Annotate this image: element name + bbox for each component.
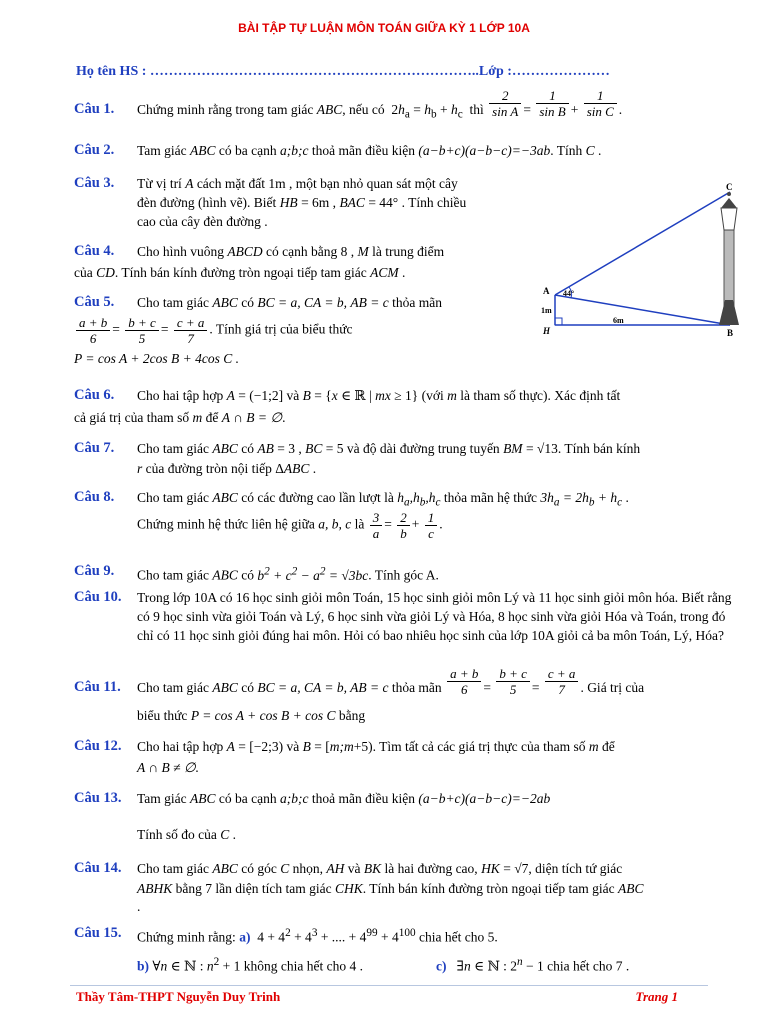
question-text: là hai đường cao, bbox=[384, 861, 478, 876]
question-text: thoả mãn điều kiện bbox=[311, 143, 415, 158]
question-text: Chứng minh hệ thức liên hệ giữa bbox=[137, 516, 315, 532]
question-text: của đường tròn nội tiếp bbox=[145, 461, 272, 476]
label-C: C bbox=[726, 182, 733, 192]
question-text: , nếu có bbox=[342, 102, 385, 117]
question-label: Câu 5. bbox=[74, 294, 115, 310]
question-text: có ba cạnh bbox=[218, 791, 277, 806]
question-text: . Tính chiều bbox=[401, 195, 467, 210]
question-text: Chứng minh rằng trong tam giác bbox=[137, 102, 314, 117]
question-label: Câu 7. bbox=[74, 440, 115, 456]
question-text: và bbox=[286, 739, 300, 754]
question-text: Tính số đo của bbox=[137, 827, 217, 842]
question-text: . Giá trị của bbox=[580, 680, 645, 695]
question-label: Câu 13. bbox=[74, 790, 122, 806]
question-label: Câu 11. bbox=[74, 679, 121, 695]
question-label: Câu 1. bbox=[74, 101, 115, 117]
question-text: . Tính bán kính bbox=[557, 441, 641, 456]
question-text: biểu thức bbox=[137, 708, 188, 723]
question-text: Chứng minh rằng: bbox=[137, 929, 236, 945]
angle-label: 44° bbox=[563, 289, 575, 298]
question-text: Cho tam giác bbox=[137, 490, 209, 505]
question-text: thỏa mãn hệ thức bbox=[443, 490, 538, 505]
question-text: để bbox=[205, 410, 219, 425]
question-text: Cho hình vuông bbox=[137, 244, 225, 259]
question-text: thỏa mãn bbox=[392, 295, 442, 310]
question-text: Cho tam giác bbox=[137, 295, 209, 310]
question-text: . Tìm tất cả các giá trị thực của tham số bbox=[372, 739, 586, 754]
question-text: thoả mãn điều kiện bbox=[311, 791, 415, 806]
question-text: (với bbox=[421, 388, 444, 403]
part-label: a) bbox=[239, 929, 251, 945]
question-text: . Tính bbox=[550, 143, 583, 158]
height-label: 1m bbox=[541, 306, 552, 315]
question-label: Câu 14. bbox=[74, 860, 122, 876]
question-text: . Tính bán kính đường tròn ngoại tiếp tam giác bbox=[362, 881, 615, 896]
question-text: thì bbox=[469, 102, 484, 117]
question-text: Cho hai tập hợp bbox=[137, 388, 224, 403]
question-text: cả giá trị của tham số bbox=[74, 410, 190, 425]
question-text: , diện tích tứ giác bbox=[528, 861, 623, 876]
question-text: chia hết cho 5. bbox=[419, 929, 498, 945]
segment-AB bbox=[555, 295, 730, 325]
question-label: Câu 4. bbox=[74, 243, 115, 259]
question-text: là bbox=[354, 516, 365, 532]
label-H: H bbox=[543, 326, 551, 336]
part-label: c) bbox=[436, 958, 447, 974]
question-text: Cho tam giác bbox=[137, 441, 209, 456]
question-text: có bbox=[241, 680, 254, 695]
right-angle-mark bbox=[555, 318, 562, 325]
question-text: bằng bbox=[338, 708, 366, 723]
question-text: có bbox=[241, 567, 254, 583]
student-name-line: Họ tên HS : ……………………………………………………………..Lớp :………………… bbox=[76, 64, 610, 79]
question-text: và độ dài đường trung tuyến bbox=[346, 441, 500, 456]
question-text: Tam giác bbox=[137, 791, 187, 806]
question-label: Câu 3. bbox=[74, 175, 115, 191]
lamp-post-figure bbox=[535, 180, 750, 340]
part-label: b) bbox=[137, 958, 150, 974]
question-text: và bbox=[347, 861, 361, 876]
question-text: Cho tam giác bbox=[137, 861, 209, 876]
question-text: Cho tam giác bbox=[137, 680, 209, 695]
question-label: Câu 8. bbox=[74, 489, 115, 505]
question-text: cách mặt đất 1m , một bạn nhỏ quan sát một cây bbox=[196, 176, 458, 191]
question-text: nhọn, bbox=[292, 861, 323, 876]
question-1: Câu 1. Chứng minh rằng trong tam giác ABC, nếu có $2h_a = h_b + h_c$ thì $\frac{2}{\text{sin A}}$ = $\frac{1}{\text{sin B}}$ + $\frac{1}{\text{sin C}}$ . bbox=[74, 88, 623, 121]
question-text: Cho hai tập hợp bbox=[137, 739, 224, 754]
question-text: Trong lớp 10A có 16 học sinh giỏi môn Toán, 15 học sinh giỏi môn Lý và 11 học sinh giỏi môn hóa. Biết rằng có 9 học sinh vừa giỏi Toán và Lý, 6 học sinh vừa giỏi Lý và Hóa, 8 học sinh vừa giỏi Hóa và Toán, trong đó chỉ có 11 học sinh giỏi đúng hai môn. Hỏi có bao nhiêu học sinh của lớp 10A giỏi cả ba môn Toán, Lý, Hóa? bbox=[137, 590, 732, 643]
question-label: Câu 10. bbox=[74, 589, 122, 605]
distance-label: 6m bbox=[613, 316, 624, 325]
question-label: Câu 2. bbox=[74, 142, 115, 158]
question-label: Câu 9. bbox=[74, 563, 115, 579]
question-text: là tham số thực). Xác định tất bbox=[460, 388, 621, 403]
footer-divider bbox=[70, 985, 708, 986]
question-text: của bbox=[74, 265, 93, 280]
label-B: B bbox=[727, 328, 734, 338]
question-text: . Tính giá trị của biểu thức bbox=[209, 321, 353, 337]
question-text: có cạnh bằng bbox=[266, 244, 338, 259]
segment-AC bbox=[555, 192, 730, 295]
page-title: BÀI TẬP TỰ LUẬN MÔN TOÁN GIỮA KỲ 1 LỚP 10A bbox=[238, 21, 530, 35]
question-label: Câu 6. bbox=[74, 387, 115, 403]
question-text: cao của cây đèn đường . bbox=[137, 214, 268, 229]
question-text: đèn đường (hình vẽ). Biết bbox=[137, 195, 277, 210]
footer-author: Thầy Tâm-THPT Nguyễn Duy Trinh bbox=[76, 989, 281, 1004]
question-text: để bbox=[601, 739, 615, 754]
question-text: chia hết cho 7 . bbox=[547, 958, 630, 974]
label-A: A bbox=[543, 286, 550, 296]
question-label: Câu 12. bbox=[74, 738, 122, 754]
question-text: thỏa mãn bbox=[391, 680, 442, 695]
question-text: không chia hết cho 4 bbox=[243, 958, 357, 974]
question-text: Từ vị trí bbox=[137, 176, 182, 191]
question-label: Câu 15. bbox=[74, 925, 122, 941]
question-text: là trung điểm bbox=[372, 244, 445, 259]
question-text: có bbox=[241, 295, 254, 310]
question-text: . Tính góc A. bbox=[368, 567, 439, 583]
question-text: có ba cạnh bbox=[218, 143, 277, 158]
question-text: có bbox=[241, 441, 254, 456]
question-text: có các đường cao lần lượt là bbox=[241, 490, 394, 505]
footer-page-number: Trang 1 bbox=[635, 989, 678, 1004]
question-text: Cho tam giác bbox=[137, 567, 209, 583]
lamp-post-icon bbox=[719, 192, 739, 325]
question-text: và bbox=[286, 388, 300, 403]
question-text: có góc bbox=[241, 861, 277, 876]
question-text: . Tính bán kính đường tròn ngoại tiếp tam giác bbox=[114, 265, 367, 280]
question-text: bằng 7 lần diện tích tam giác bbox=[175, 881, 332, 896]
question-text: Tam giác bbox=[137, 143, 187, 158]
